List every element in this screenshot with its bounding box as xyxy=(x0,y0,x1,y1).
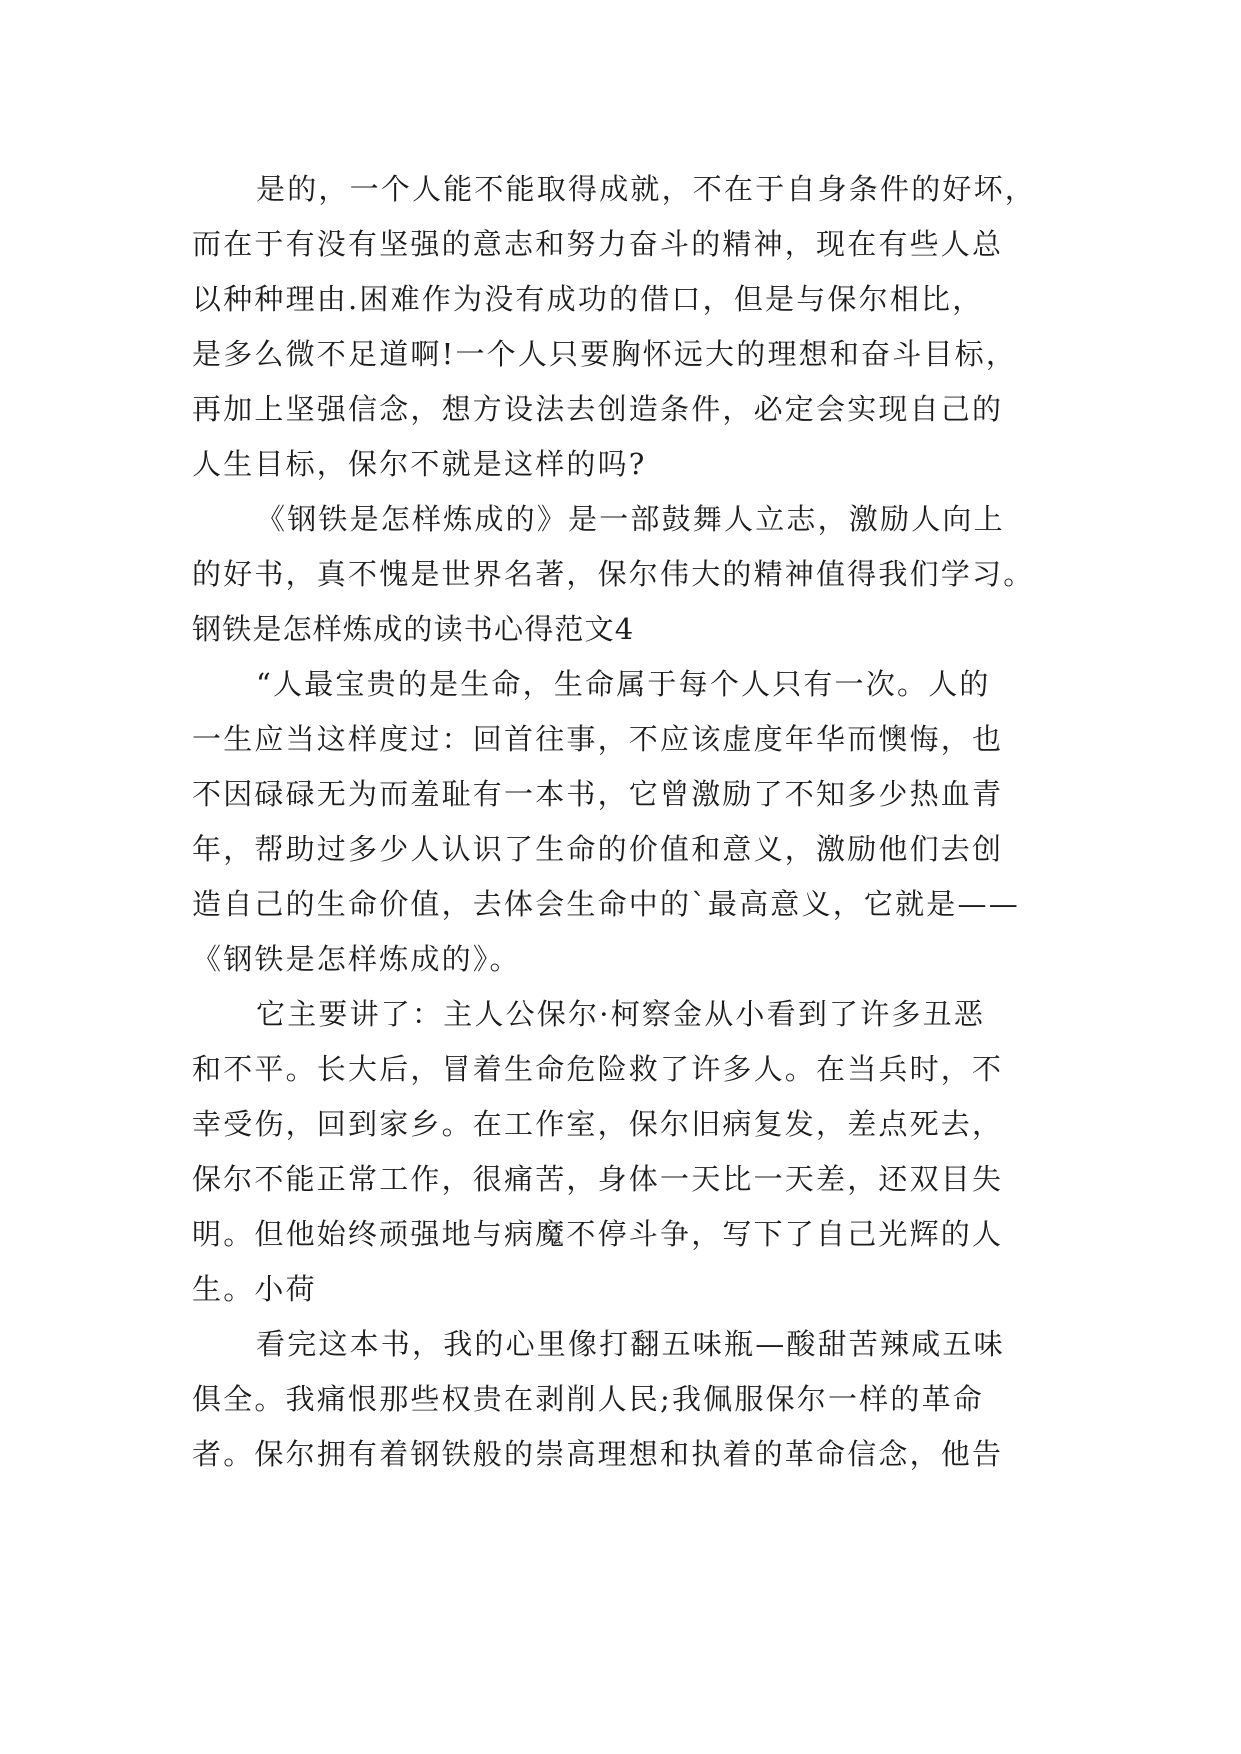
paragraph-line: 《钢铁是怎样炼成的》是一部鼓舞人立志，激励人向上 xyxy=(256,502,1005,536)
paragraph-line: 的好书，真不愧是世界名著，保尔伟大的精神值得我们学习。 xyxy=(192,557,1035,591)
paragraph-line: 再加上坚强信念，想方设法去创造条件，必定会实现自己的 xyxy=(192,392,1004,426)
paragraph-line: 看完这本书，我的心里像打翻五味瓶—酸甜苦辣咸五味 xyxy=(256,1327,1005,1361)
document-body xyxy=(192,162,1052,1482)
section-heading: 钢铁是怎样炼成的读书心得范文4 xyxy=(192,612,635,646)
paragraph-line: 年，帮助过多少人认识了生命的价值和意义，激励他们去创 xyxy=(192,832,1004,866)
paragraph-line: 明。但他始终顽强地与病魔不停斗争，写下了自己光辉的人 xyxy=(192,1217,1004,1251)
paragraph-line: 造自己的生命价值，去体会生命中的`最高意义，它就是—— xyxy=(192,887,1020,921)
paragraph-line: 是多么微不足道啊!一个人只要胸怀远大的理想和奋斗目标， xyxy=(192,337,1018,371)
paragraph-line: 和不平。长大后，冒着生命危险救了许多人。在当兵时，不 xyxy=(192,1052,1004,1086)
paragraph-line: 保尔不能正常工作，很痛苦，身体一天比一天差，还双目失 xyxy=(192,1162,1004,1196)
paragraph-line: 而在于有没有坚强的意志和努力奋斗的精神，现在有些人总 xyxy=(192,227,1004,261)
paragraph-line: 一生应当这样度过：回首往事，不应该虚度年华而懊悔，也 xyxy=(192,722,1004,756)
paragraph-line: 不因碌碌无为而羞耻有一本书，它曾激励了不知多少热血青 xyxy=(192,777,1004,811)
paragraph-line: 《钢铁是怎样炼成的》。 xyxy=(192,942,521,976)
paragraph-line: 人生目标，保尔不就是这样的吗? xyxy=(192,447,647,481)
paragraph-line: 者。保尔拥有着钢铁般的崇高理想和执着的革命信念，他告 xyxy=(192,1437,1004,1471)
paragraph-line: 俱全。我痛恨那些权贵在剥削人民;我佩服保尔一样的革命 xyxy=(192,1382,984,1416)
paragraph-line: 幸受伤，回到家乡。在工作室，保尔旧病复发，差点死去， xyxy=(192,1107,1004,1141)
paragraph-line: 是的，一个人能不能取得成就，不在于自身条件的好坏， xyxy=(256,172,1037,206)
paragraph-line: 以种种理由.困难作为没有成功的借口，但是与保尔相比， xyxy=(192,282,984,316)
paragraph-line: “人最宝贵的是生命，生命属于每个人只有一次。人的 xyxy=(256,667,991,701)
paragraph-line: 它主要讲了：主人公保尔·柯察金从小看到了许多丑恶 xyxy=(256,997,986,1031)
paragraph-line: 生。小荷 xyxy=(192,1272,317,1306)
